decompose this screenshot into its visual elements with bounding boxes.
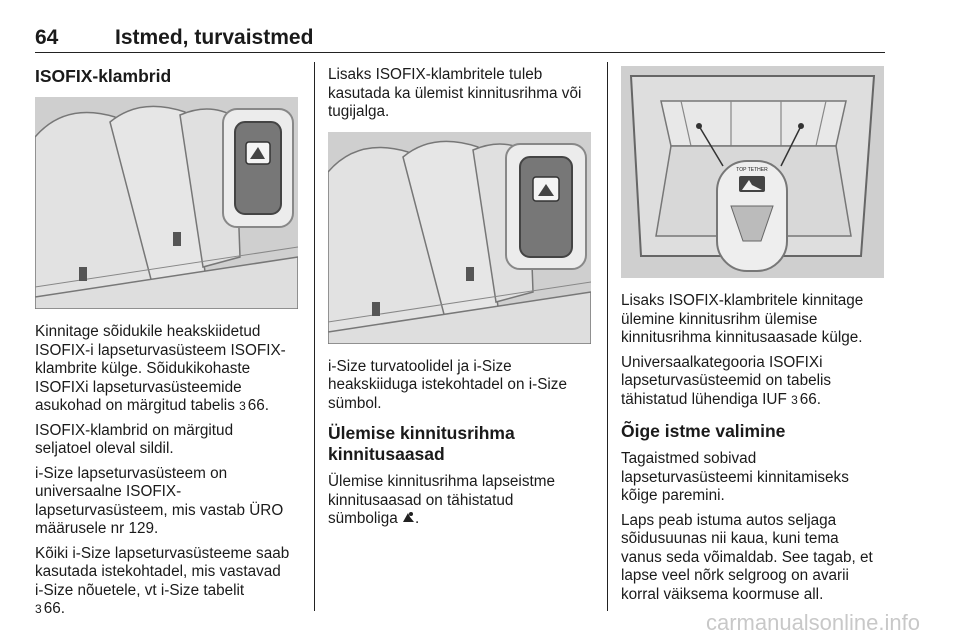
cross-reference-arrow-icon: 3 bbox=[35, 602, 42, 616]
column-divider-2 bbox=[607, 62, 608, 611]
page-number: 64 bbox=[35, 26, 59, 49]
running-title: Istmed, turvaistmed bbox=[115, 26, 314, 49]
caption-paragraph: i-Size turvatoolidel ja i-Size heakskiiduga istekohtadel on i-Size sümbol. bbox=[328, 357, 567, 412]
top-tether-tag-label: TOP TETHER bbox=[736, 167, 768, 173]
cargo-area-illustration bbox=[621, 66, 884, 278]
paragraph-3: Tagaistmed sobivad lapseturvasüsteemi kinnitamiseks kõige paremini. bbox=[621, 450, 849, 504]
section-heading-isofix: ISOFIX-klambrid bbox=[35, 66, 172, 86]
header-rule bbox=[35, 52, 885, 53]
column-2 bbox=[328, 66, 596, 535]
paragraph-2: Universaalkategooria ISOFIXi lapseturvasüsteemid on tabelis tähistatud lühendiga IUF 3 66. bbox=[621, 353, 832, 408]
top-tether-symbol-icon bbox=[402, 511, 415, 523]
cross-reference-arrow-icon: 3 bbox=[239, 399, 246, 413]
paragraph-3: i-Size lapseturvasüsteem on universaalne ISOFIX- lapseturvasüsteem, mis vastab ÜRO määrusele nr 129. bbox=[35, 464, 284, 537]
tether-paragraph: Ülemise kinnitusrihma lapseistme kinnitusaasad on tähistatud sümboliga . bbox=[328, 473, 555, 527]
paragraph-1: Kinnitage sõidukile heakskiidetud ISOFIX-i lapseturvasüsteem ISOFIX- klambrite külge. Sõidukikohaste ISOFIXi lapseturvasüsteemide asukohad on märgitud tabelis 3 66. bbox=[35, 323, 286, 414]
page-header bbox=[35, 22, 885, 52]
column-divider-1 bbox=[314, 62, 315, 611]
column-1 bbox=[35, 66, 300, 625]
paragraph-4: Kõiki i-Size lapseturvasüsteeme saab kasutada istekohtadel, mis vastavad i-Size nõuetele, vt i-Size tabelit 3 66. bbox=[35, 544, 290, 617]
paragraph-2: ISOFIX-klambrid on märgitud seljatoel oleval sildil. bbox=[35, 421, 234, 457]
page-reference-link[interactable]: 66. bbox=[799, 390, 822, 408]
page-reference-link[interactable]: 66. bbox=[247, 397, 270, 414]
column-3 bbox=[621, 66, 891, 610]
watermark: carmanualsonline.info bbox=[705, 610, 920, 635]
section-heading-top-tether: Ülemise kinnitusrihma kinnitusaasad bbox=[328, 423, 515, 464]
page-reference-link[interactable]: 66. bbox=[43, 600, 65, 617]
paragraph-1: Lisaks ISOFIX-klambritele kinnitage ülemine kinnitusrihm ülemise kinnitusrihma kinnitusaasade külge. bbox=[621, 292, 864, 346]
section-heading-seat-selection: Õige istme valimine bbox=[621, 421, 786, 441]
cross-reference-arrow-icon: 3 bbox=[791, 392, 798, 407]
intro-paragraph: Lisaks ISOFIX-klambritele tuleb kasutada ka ülemist kinnitusrihma või tugijalga. bbox=[328, 66, 582, 120]
isofix-seat-illustration bbox=[35, 97, 298, 309]
paragraph-4: Laps peab istuma autos seljaga sõidusuunas nii kaua, kuni tema vanus seda võimaldab. See tagab, et lapse veel nõrk selgroog on avarii korral väiksema koormuse all. bbox=[621, 511, 873, 603]
isize-seat-illustration bbox=[328, 132, 591, 344]
